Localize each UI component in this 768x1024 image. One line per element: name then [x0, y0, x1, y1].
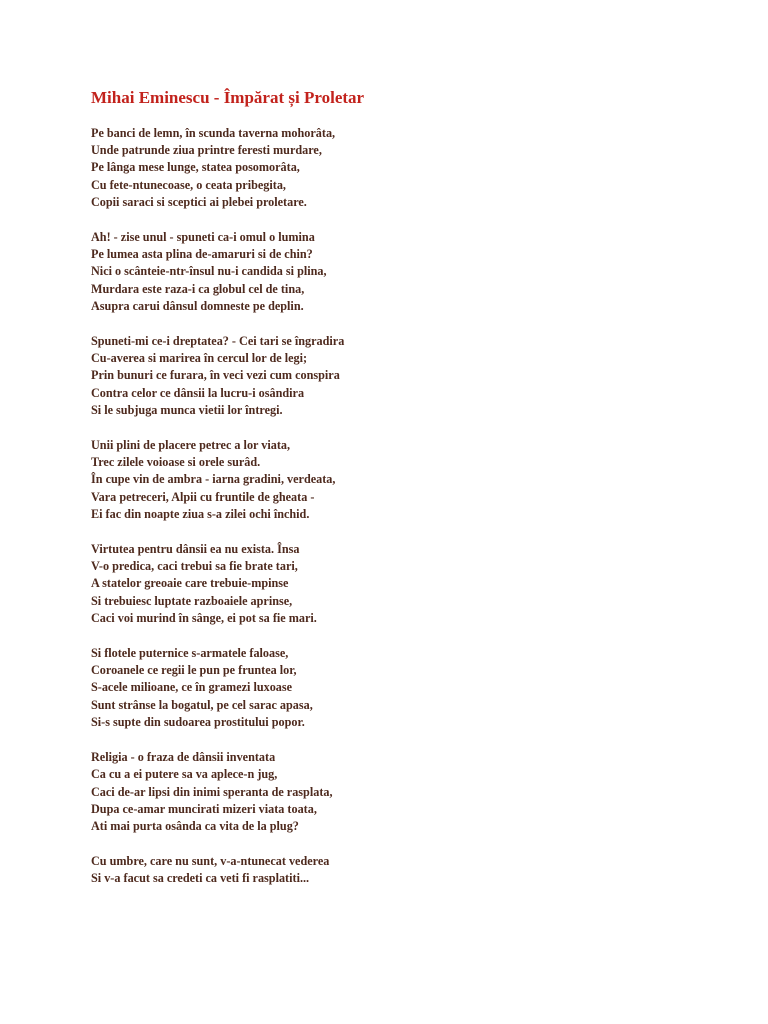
poem-line: Dupa ce-amar muncirati mizeri viata toata, [91, 801, 317, 816]
poem-line: Unii plini de placere petrec a lor viata, [91, 438, 291, 453]
poem-line: Pe lânga mese lunge, statea posomorâta, [91, 160, 300, 175]
stanza-3 [91, 333, 731, 419]
poem-line: Contra celor ce dânsii la lucru-i osândira [91, 385, 305, 400]
stanza-2 [91, 229, 731, 315]
poem-line: Spuneti-mi ce-i dreptatea? - Cei tari se îngradira [91, 334, 345, 349]
poem-line: S-acele milioane, ce în gramezi luxoase [91, 680, 293, 695]
poem-line: Si v-a facut sa credeti ca veti fi rasplatiti... [91, 871, 310, 886]
poem-line: Nici o scânteie-ntr-însul nu-i candida si plina, [91, 264, 327, 279]
poem-line: Murdara este raza-i ca globul cel de tina, [91, 281, 305, 296]
poem-line: Si flotele puternice s-armatele faloase, [91, 646, 289, 661]
poem-line: Prin bunuri ce furara, în veci vezi cum conspira [91, 368, 340, 383]
stanza-1 [91, 125, 731, 211]
poem-line: Si trebuiesc luptate razboaiele aprinse, [91, 593, 293, 608]
poem-line: Si-s supte din sudoarea prostitului popor. [91, 714, 305, 729]
poem-line: Coroanele ce regii le pun pe fruntea lor, [91, 663, 297, 678]
poem-line: Unde patrunde ziua printre feresti murdare, [91, 143, 322, 158]
stanza-4 [91, 437, 731, 523]
stanza-7 [91, 749, 731, 835]
poem-line: Religia - o fraza de dânsii inventata [91, 750, 276, 765]
poem-line: În cupe vin de ambra - iarna gradini, verdeata, [91, 472, 336, 487]
poem-line: Ati mai purta osânda ca vita de la plug? [91, 818, 299, 833]
poem-line: Si le subjuga munca vietii lor întregi. [91, 402, 283, 417]
poem-line: Asupra carui dânsul domneste pe deplin. [91, 298, 304, 313]
poem-line: Ei fac din noapte ziua s-a zilei ochi închid. [91, 506, 310, 521]
poem-title: Mihai Eminescu - Împărat și Proletar [91, 88, 365, 107]
poem-line: Caci voi murind în sânge, ei pot sa fie mari. [91, 610, 317, 625]
poem-page [91, 88, 731, 906]
poem-line: Ca cu a ei putere sa va aplece-n jug, [91, 767, 278, 782]
poem-line: Trec zilele voioase si orele surâd. [91, 455, 261, 470]
poem-line: Pe banci de lemn, în scunda taverna mohorâta, [91, 126, 336, 140]
stanza-6 [91, 645, 731, 731]
poem-line: Cu fete-ntunecoase, o ceata pribegita, [91, 177, 286, 192]
poem-line: Ah! - zise unul - spuneti ca-i omul o lumina [91, 230, 315, 245]
poem-line: Caci de-ar lipsi din inimi speranta de rasplata, [91, 784, 333, 799]
poem-line: Sunt strânse la bogatul, pe cel sarac apasa, [91, 697, 313, 712]
stanza-8 [91, 853, 731, 887]
poem-line: V-o predica, caci trebui sa fie brate tari, [91, 559, 298, 574]
stanza-5 [91, 541, 731, 627]
poem-line: Virtutea pentru dânsii ea nu exista. Însa [91, 542, 300, 557]
poem-line: A statelor greoaie care trebuie-mpinse [91, 576, 289, 591]
poem-line: Copii saraci si sceptici ai plebei proletare. [91, 194, 307, 209]
poem-line: Pe lumea asta plina de-amaruri si de chin? [91, 247, 313, 262]
poem-line: Cu umbre, care nu sunt, v-a-ntunecat vederea [91, 854, 330, 869]
poem-line: Cu-averea si marirea în cercul lor de legi; [91, 351, 308, 366]
poem-line: Vara petreceri, Alpii cu fruntile de gheata - [91, 489, 315, 504]
